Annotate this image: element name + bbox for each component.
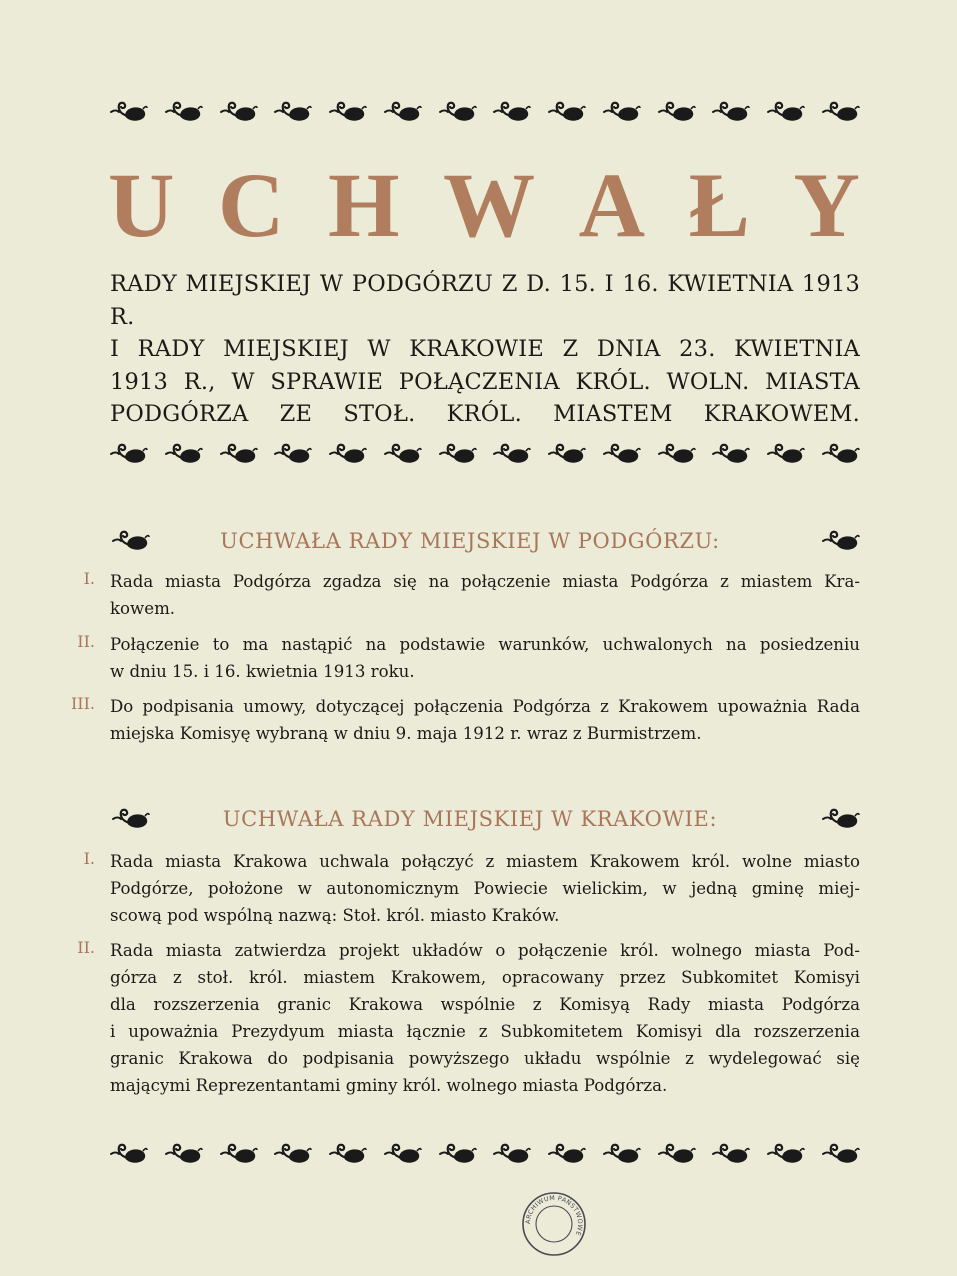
resolution-item bbox=[110, 631, 860, 685]
swan-ornament-icon bbox=[163, 442, 203, 466]
swan-ornament-icon bbox=[601, 100, 641, 124]
ornament-row-bottom bbox=[108, 1140, 860, 1168]
item-line: Podgórze, położone w autonomicznym Powiecie wielickim, w jedną gminę miej- bbox=[110, 879, 860, 898]
swan-ornament-icon bbox=[218, 100, 258, 124]
swan-ornament-icon bbox=[820, 529, 860, 553]
item-line: miejska Komisyę wybraną w dniu 9. maja 1912 r. wraz z Burmistrzem. bbox=[110, 724, 702, 743]
title-letter: U bbox=[108, 154, 175, 256]
resolution-item bbox=[110, 693, 860, 747]
page-title bbox=[108, 154, 860, 256]
swan-ornament-icon bbox=[601, 1142, 641, 1166]
item-line: kowem. bbox=[110, 599, 176, 618]
resolution-item bbox=[110, 937, 860, 1099]
swan-ornament-icon bbox=[656, 1142, 696, 1166]
swan-ornament-icon bbox=[382, 100, 422, 124]
swan-ornament-icon bbox=[820, 807, 860, 831]
swan-ornament-icon bbox=[491, 100, 531, 124]
swan-ornament-icon bbox=[382, 1142, 422, 1166]
swan-ornament-icon bbox=[765, 100, 805, 124]
swan-ornament-icon bbox=[110, 807, 150, 831]
item-number: II. bbox=[77, 632, 95, 651]
swan-ornament-icon bbox=[110, 529, 150, 553]
title-letter: A bbox=[578, 154, 646, 256]
title-letter: W bbox=[443, 154, 536, 256]
item-line: górza z stoł. król. miastem Krakowem, opracowany przez Subkomitet Komisyi bbox=[110, 968, 860, 987]
swan-ornament-icon bbox=[710, 100, 750, 124]
swan-ornament-icon bbox=[656, 442, 696, 466]
ornament-row-middle bbox=[108, 440, 860, 468]
title-letter: H bbox=[327, 154, 400, 256]
swan-ornament-icon bbox=[327, 1142, 367, 1166]
title-letter: C bbox=[217, 154, 285, 256]
item-line: Rada miasta Podgórza zgadza się na połączenie miasta Podgórza z miastem Kra- bbox=[110, 572, 860, 591]
subtitle-line: PODGÓRZA ZE STOŁ. KRÓL. MIASTEM KRAKOWEM. bbox=[110, 401, 860, 427]
swan-ornament-icon bbox=[437, 100, 477, 124]
swan-ornament-icon bbox=[601, 442, 641, 466]
item-line: Do podpisania umowy, dotyczącej połączenia Podgórza z Krakowem upoważnia Rada bbox=[110, 697, 860, 716]
swan-ornament-icon bbox=[710, 1142, 750, 1166]
subtitle bbox=[110, 268, 860, 431]
swan-ornament-icon bbox=[110, 529, 150, 553]
swan-ornament-icon bbox=[710, 442, 750, 466]
section-podgorze-title: UCHWAŁA RADY MIEJSKIEJ W PODGÓRZU: bbox=[220, 529, 720, 553]
swan-ornament-icon bbox=[820, 100, 860, 124]
swan-ornament-icon bbox=[491, 442, 531, 466]
subtitle-line: RADY MIEJSKIEJ W PODGÓRZU Z D. 15. I 16. KWIETNIA 1913 R. bbox=[110, 271, 860, 330]
swan-ornament-icon bbox=[163, 100, 203, 124]
item-number: III. bbox=[70, 694, 95, 713]
item-line: w dniu 15. i 16. kwietnia 1913 roku. bbox=[110, 662, 415, 681]
swan-ornament-icon bbox=[546, 442, 586, 466]
swan-ornament-icon bbox=[765, 442, 805, 466]
section-podgorze-heading bbox=[110, 524, 860, 558]
item-line: i upoważnia Prezydyum miasta łącznie z Subkomitetem Komisyi dla rozszerzenia bbox=[110, 1022, 860, 1041]
ornament-row-top bbox=[108, 98, 860, 126]
title-letter: Ł bbox=[688, 154, 750, 256]
swan-ornament-icon bbox=[382, 442, 422, 466]
swan-ornament-icon bbox=[491, 1142, 531, 1166]
section-krakow-heading bbox=[110, 802, 860, 836]
swan-ornament-icon bbox=[546, 1142, 586, 1166]
swan-ornament-icon bbox=[218, 442, 258, 466]
item-number: I. bbox=[83, 569, 95, 588]
subtitle-line: I RADY MIEJSKIEJ W KRAKOWIE Z DNIA 23. KWIETNIA bbox=[110, 336, 860, 362]
item-line: granic Krakowa do podpisania powyższego układu wspólnie z wydelegować się bbox=[110, 1049, 860, 1068]
item-number: I. bbox=[83, 849, 95, 868]
item-line: mającymi Reprezentantami gminy król. wolnego miasta Podgórza. bbox=[110, 1076, 668, 1095]
swan-ornament-icon bbox=[820, 807, 860, 831]
title-letter: Y bbox=[793, 154, 860, 256]
swan-ornament-icon bbox=[656, 100, 696, 124]
item-line: Rada miasta Krakowa uchwala połączyć z miastem Krakowem król. wolne miasto bbox=[110, 852, 860, 871]
swan-ornament-icon bbox=[272, 1142, 312, 1166]
swan-ornament-icon bbox=[272, 442, 312, 466]
swan-ornament-icon bbox=[327, 100, 367, 124]
item-line: Połączenie to ma nastąpić na podstawie warunków, uchwalonych na posiedzeniu bbox=[110, 635, 860, 654]
item-number: II. bbox=[77, 938, 95, 957]
swan-ornament-icon bbox=[820, 442, 860, 466]
swan-ornament-icon bbox=[437, 442, 477, 466]
swan-ornament-icon bbox=[163, 1142, 203, 1166]
swan-ornament-icon bbox=[820, 529, 860, 553]
swan-ornament-icon bbox=[546, 100, 586, 124]
resolution-item bbox=[110, 848, 860, 929]
swan-ornament-icon bbox=[108, 1142, 148, 1166]
swan-ornament-icon bbox=[437, 1142, 477, 1166]
item-line: scową pod wspólną nazwą: Stoł. król. miasto Kraków. bbox=[110, 906, 560, 925]
swan-ornament-icon bbox=[820, 1142, 860, 1166]
swan-ornament-icon bbox=[218, 1142, 258, 1166]
swan-ornament-icon bbox=[110, 807, 150, 831]
item-line: dla rozszerzenia granic Krakowa wspólnie z Komisyą Rady miasta Podgórza bbox=[110, 995, 860, 1014]
item-line: Rada miasta zatwierdza projekt układów o połączenie król. wolnego miasta Pod- bbox=[110, 941, 860, 960]
swan-ornament-icon bbox=[108, 442, 148, 466]
stamp-text: ARCHIWUM PAŃSTWOWE bbox=[523, 1193, 585, 1237]
subtitle-line: 1913 R., W SPRAWIE POŁĄCZENIA KRÓL. WOLN. MIASTA bbox=[110, 368, 860, 395]
swan-ornament-icon bbox=[108, 100, 148, 124]
swan-ornament-icon bbox=[327, 442, 367, 466]
section-krakow-title: UCHWAŁA RADY MIEJSKIEJ W KRAKOWIE: bbox=[222, 807, 718, 831]
swan-ornament-icon bbox=[765, 1142, 805, 1166]
archive-stamp-icon bbox=[521, 1191, 587, 1257]
swan-ornament-icon bbox=[272, 100, 312, 124]
resolution-item bbox=[110, 568, 860, 622]
